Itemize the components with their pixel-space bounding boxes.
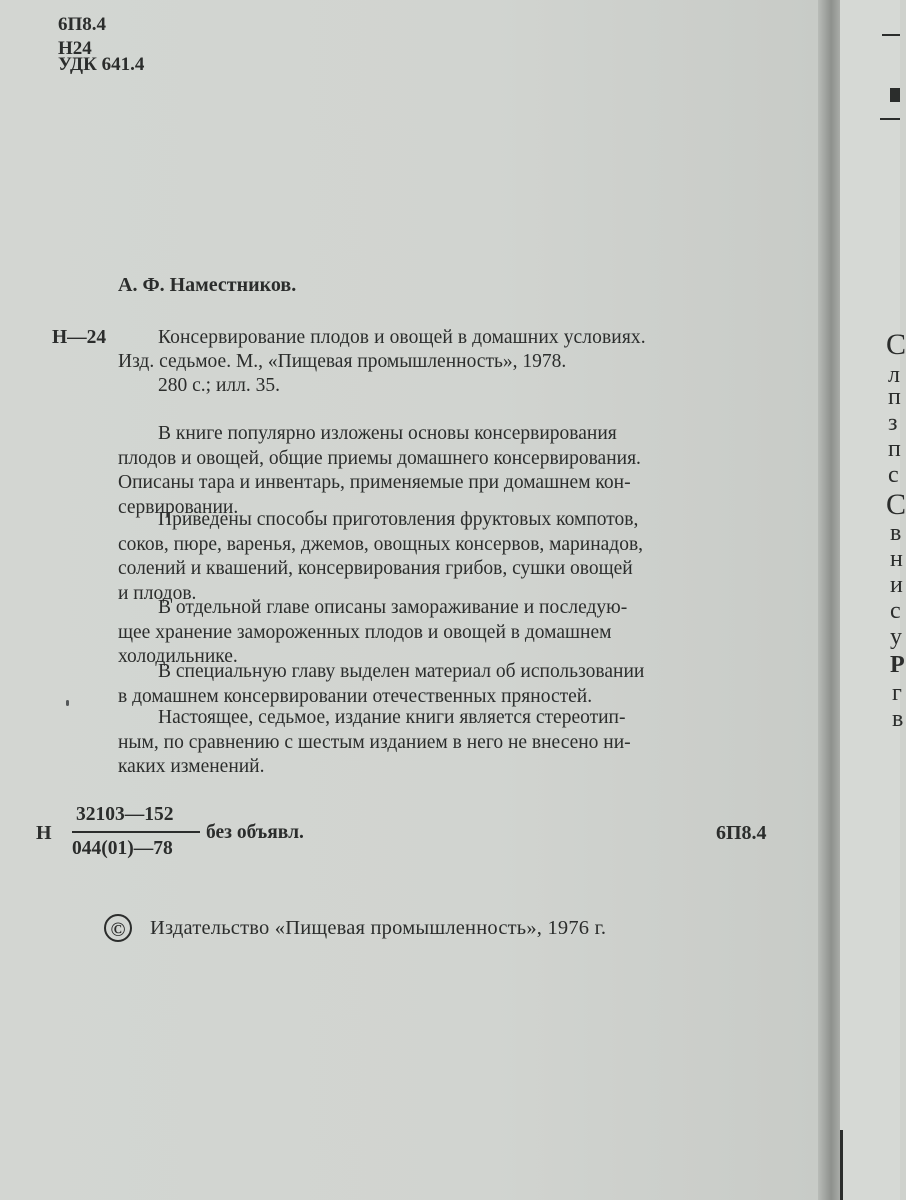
author-mark: Н24: [58, 38, 92, 59]
abstract-paragraph: [118, 422, 766, 520]
adjacent-page-edge: [840, 0, 906, 1200]
formula-letter: Н: [36, 822, 52, 844]
abstract-paragraph: [118, 596, 766, 670]
edge-dash: [882, 34, 900, 36]
edge-letter: п: [888, 384, 901, 410]
udk-code: УДК 641.4: [58, 54, 145, 75]
abstract-line: в домашнем консервировании отечественных пряностей.: [118, 685, 593, 707]
copyright-text: Издательство «Пищевая промышленность», 1976 г.: [150, 916, 607, 939]
edge-letter: и: [890, 572, 903, 598]
fraction-bar: [72, 831, 200, 833]
abstract-line: В отдельной главе описаны замораживание и последую-: [158, 597, 628, 618]
abstract-line: В книге популярно изложены основы консервирования: [158, 423, 617, 444]
copyright-line: [104, 914, 606, 942]
bib-title-line: Консервирование плодов и овощей в домашних условиях.: [158, 327, 646, 348]
formula-bbk: 6П8.4: [716, 822, 767, 844]
edge-letter: у: [890, 624, 902, 650]
abstract-paragraph: [118, 660, 766, 709]
edge-letter: в: [892, 706, 904, 732]
abstract-line: Настоящее, седьмое, издание книги является стереотип-: [158, 707, 626, 728]
edge-letter: н: [890, 546, 903, 572]
abstract-line: ным, по сравнению с шестым изданием в него не внесено ни-: [118, 731, 631, 753]
abstract-line: солений и квашений, консервирования грибов, сушки овощей: [118, 558, 633, 579]
edge-letter: з: [888, 410, 898, 436]
edge-letter: С: [886, 488, 906, 521]
author-name: А. Ф. Наместников.: [118, 274, 297, 296]
bbk-code: 6П8.4: [58, 14, 107, 35]
edge-letter: п: [888, 436, 901, 462]
formula-note: без объявл.: [206, 822, 304, 843]
abstract-line: щее хранение замороженных плодов и овощей в домашнем: [118, 621, 612, 643]
edge-dash: [890, 88, 900, 102]
edge-letter: с: [888, 462, 899, 488]
abstract-line: Приведены способы приготовления фруктовых компотов,: [158, 509, 639, 530]
abstract-paragraph: [118, 706, 766, 780]
abstract-line: сервировании.: [118, 496, 239, 518]
formula-numerator: 32103—152: [76, 804, 174, 825]
abstract-paragraph: [118, 508, 766, 606]
abstract-line: плодов и овощей, общие приемы домашнего консервирования.: [118, 447, 641, 469]
abstract-line: и плодов.: [118, 582, 197, 604]
formula-denominator: 044(01)—78: [72, 838, 173, 859]
bib-edition-line: Изд. седьмое. М., «Пищевая промышленность», 1978.: [118, 351, 567, 372]
abstract-line: соков, пюре, варенья, джемов, овощных консервов, маринадов,: [118, 533, 644, 555]
edge-letter: С: [886, 328, 906, 361]
copyright-icon: ©: [104, 914, 132, 942]
abstract-line: каких изменений.: [118, 756, 265, 777]
edge-dash: [880, 118, 900, 120]
bib-pages-line: 280 с.; илл. 35.: [158, 375, 280, 396]
bib-index: Н—24: [52, 327, 107, 348]
edge-letter: в: [890, 520, 902, 546]
abstract-line: В специальную главу выделен материал об использовании: [158, 661, 645, 682]
edge-letter: л: [888, 362, 900, 388]
edge-dash: [840, 1130, 843, 1200]
edge-letter: Р: [890, 652, 905, 678]
paper-speck: [66, 700, 69, 706]
edge-letter: г: [892, 680, 902, 706]
page-gutter-shadow: [818, 0, 840, 1200]
abstract-line: Описаны тара и инвентарь, применяемые при домашнем кон-: [118, 472, 631, 493]
abstract-line: холодильнике.: [118, 646, 238, 667]
edge-letter: с: [890, 598, 901, 624]
